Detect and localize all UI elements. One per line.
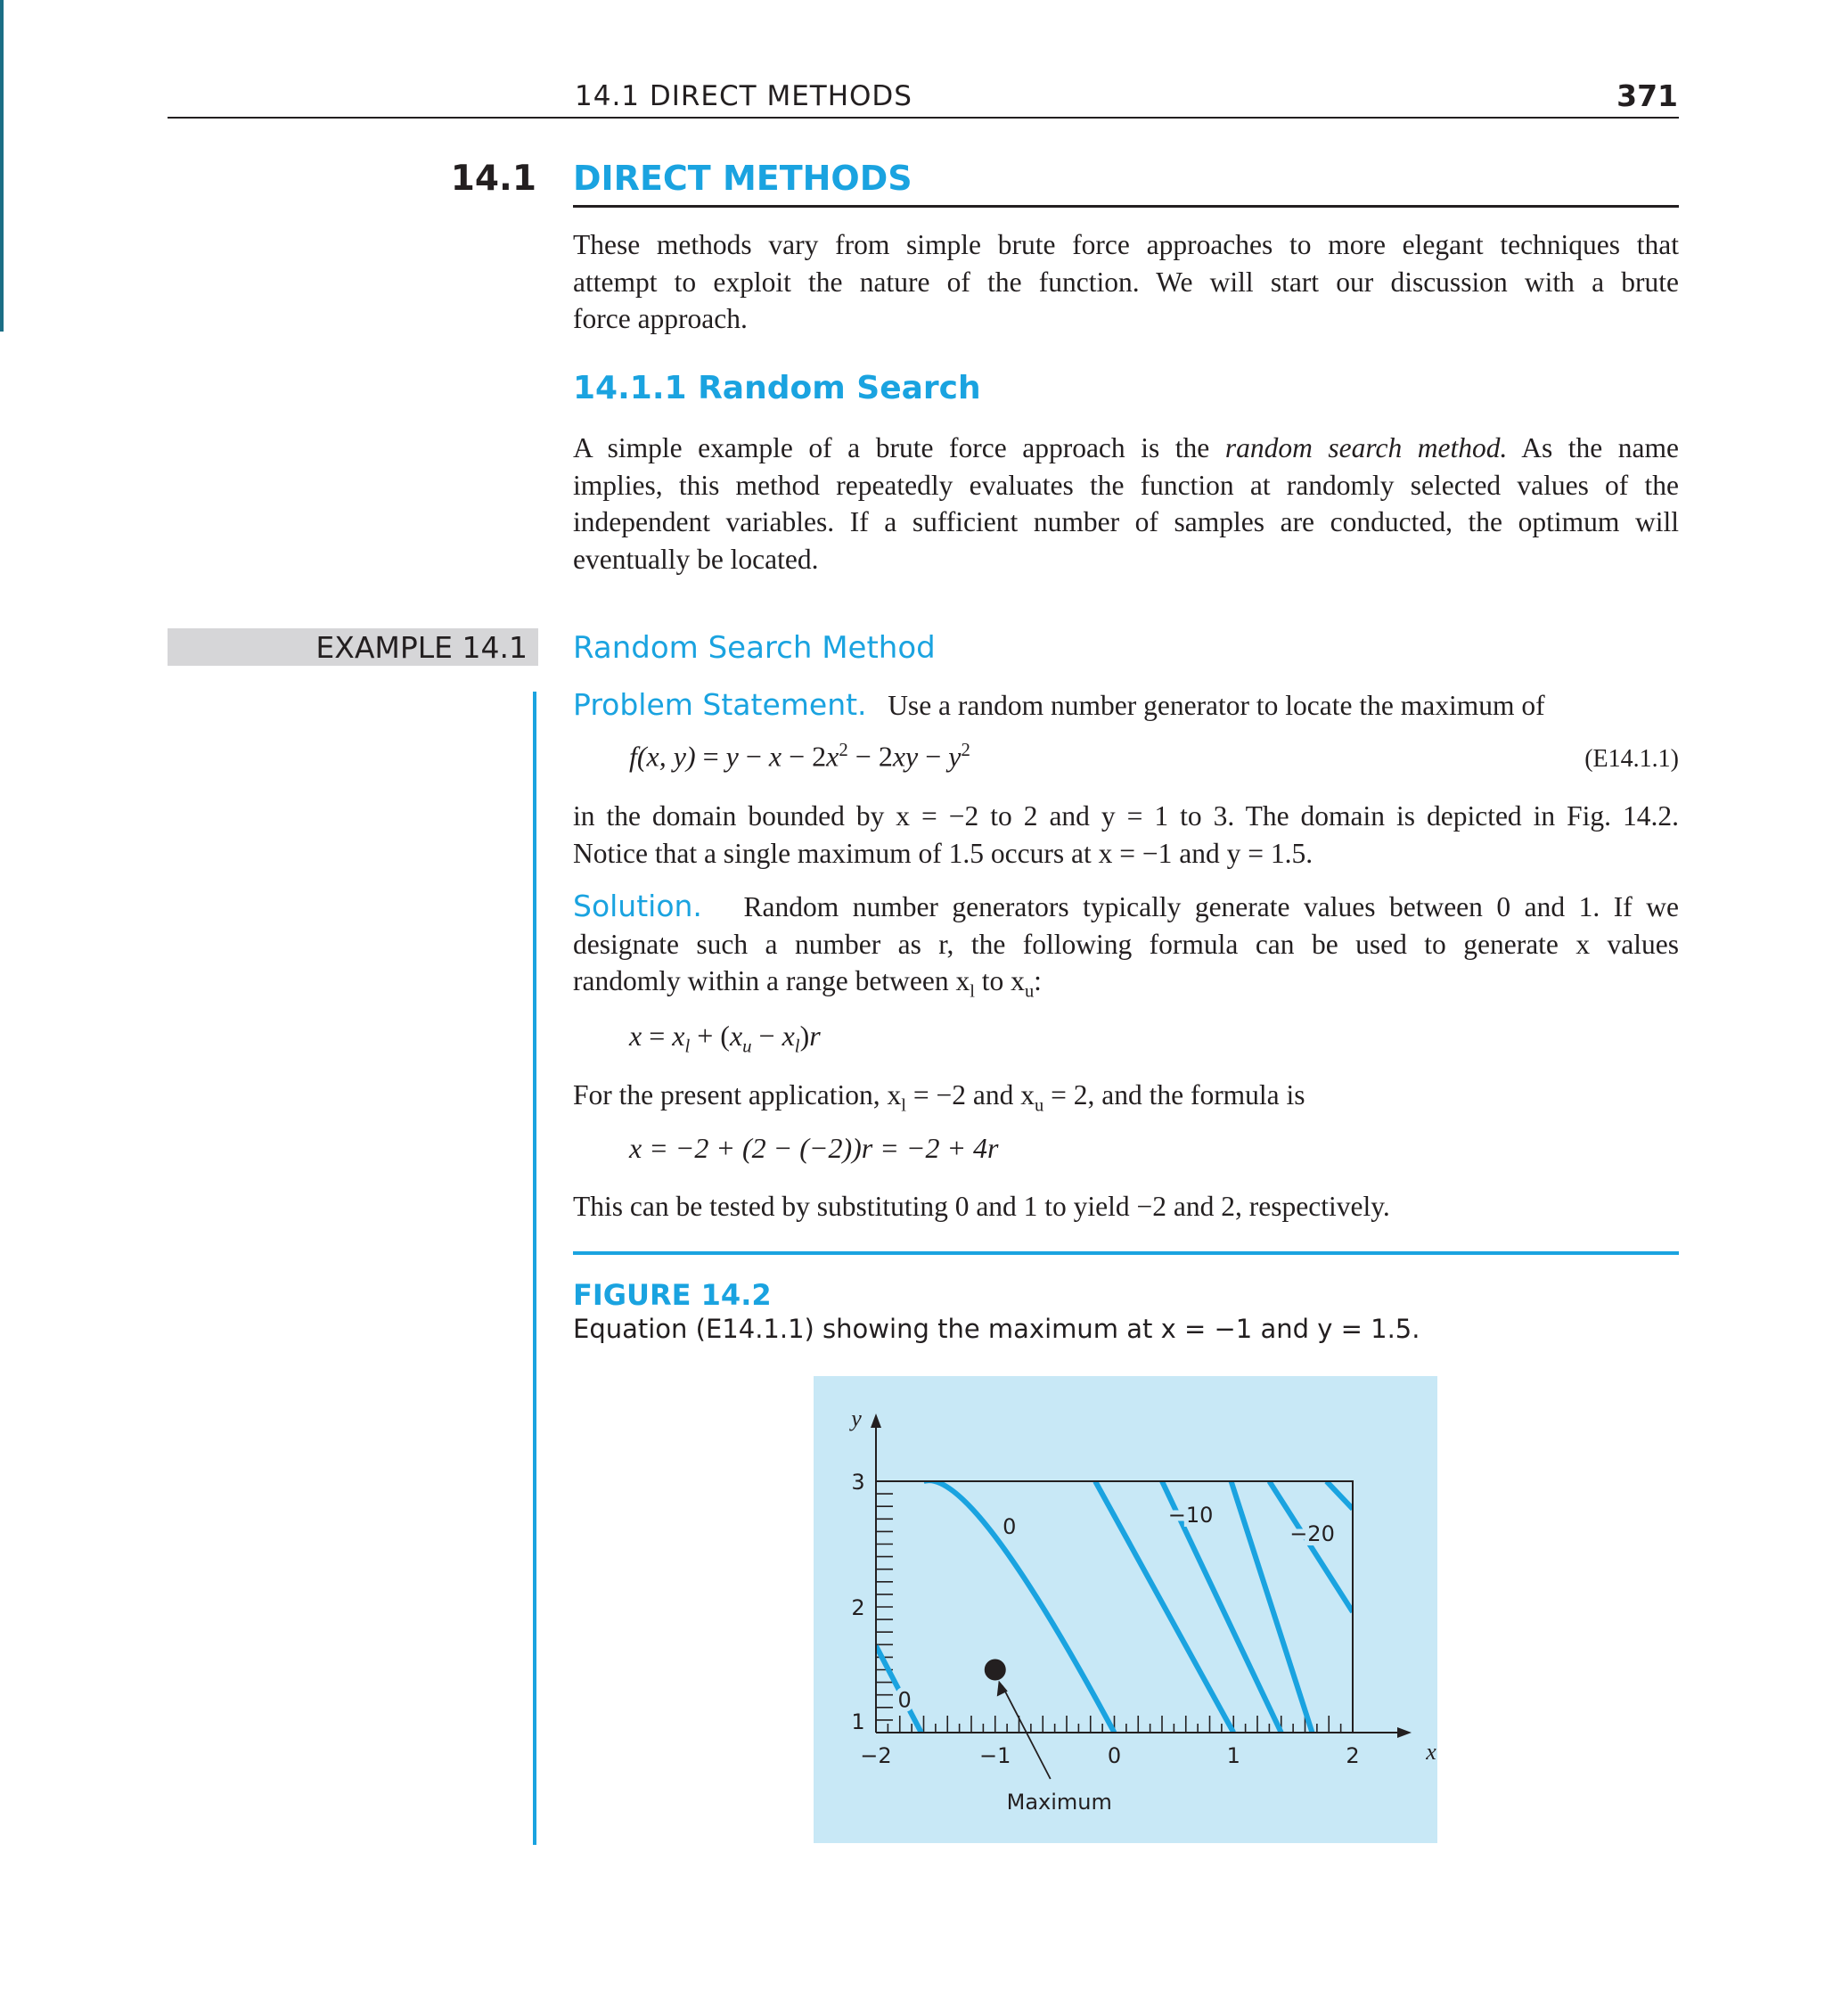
equation-number: (E14.1.1) xyxy=(1584,745,1679,773)
header-rule xyxy=(168,117,1679,119)
page-number: 371 xyxy=(1616,78,1678,113)
equation-x-range: $x = x_l + (x_u - x_l)r$ xyxy=(629,1020,821,1057)
contour-line xyxy=(1269,1481,1353,1612)
paragraph-line: Solution. Random number generators typically generate values between 0 and 1. If we xyxy=(573,889,1679,923)
x-axis-arrow xyxy=(1397,1727,1412,1738)
paragraph-line: Notice that a single maximum of 1.5 occurs at x = −1 and y = 1.5. xyxy=(573,837,1314,869)
figure-rule xyxy=(573,1251,1679,1255)
intro-line: force approach. xyxy=(573,303,748,334)
paragraph-line: implies, this method repeatedly evaluates the function at randomly selected values of the xyxy=(573,469,1679,501)
problem-text: Use a random number generator to locate the maximum of xyxy=(888,690,1545,721)
contour-value-label: 0 xyxy=(1003,1513,1017,1539)
paragraph-line: eventually be located. xyxy=(573,543,819,575)
paragraph-line: For the present application, $x_l = -2$ and $x_u = 2$, and the formula is xyxy=(573,1079,1305,1116)
problem-statement xyxy=(573,686,1545,725)
example-title: Random Search Method xyxy=(573,630,936,666)
contour-line xyxy=(1327,1481,1353,1509)
y-tick-label: 1 xyxy=(851,1709,865,1734)
test-paragraph xyxy=(573,1188,1679,1225)
figure-label: FIGURE 14.2 xyxy=(573,1278,772,1312)
application-paragraph xyxy=(573,1077,1679,1125)
contour-value-label: −10 xyxy=(1167,1503,1214,1528)
contour-line xyxy=(924,1480,1115,1733)
paragraph-line: A simple example of a brute force approach is the random search method. As the name xyxy=(573,432,1680,463)
equation-x-formula: x = −2 + (2 − (−2))r = −2 + 4r xyxy=(629,1132,999,1164)
running-head: 14.1 DIRECT METHODS xyxy=(575,80,912,112)
intro-line: These methods vary from simple brute force approaches to more elegant techniques that xyxy=(573,229,1679,260)
x-axis-label: x xyxy=(1426,1739,1436,1765)
paragraph-line: designate such a number as r, the following formula can be used to generate x values xyxy=(573,928,1679,960)
maximum-label: Maximum xyxy=(1006,1790,1112,1815)
section-title: DIRECT METHODS xyxy=(573,159,912,198)
problem-label: Problem Statement. xyxy=(573,687,867,722)
figure-panel xyxy=(814,1376,1437,1843)
contour-plot xyxy=(814,1376,1437,1843)
y-axis-arrow xyxy=(871,1414,881,1428)
paragraph-line: This can be tested by substituting 0 and 1 to yield −2 and 2, respectively. xyxy=(573,1191,1390,1222)
contour-line xyxy=(1232,1481,1313,1733)
x-tick-label: 2 xyxy=(1346,1743,1360,1768)
y-tick-label: 2 xyxy=(851,1595,865,1620)
paragraph-line: independent variables. If a sufficient number of samples are conducted, the optimum will xyxy=(573,506,1679,537)
figure-caption: Equation (E14.1.1) showing the maximum at x = −1 and y = 1.5. xyxy=(573,1314,1420,1344)
example-label: EXAMPLE 14.1 xyxy=(315,630,528,665)
domain-paragraph xyxy=(573,798,1679,872)
x-tick-label: −1 xyxy=(979,1743,1011,1768)
contour-group xyxy=(876,1480,1353,1733)
intro-paragraph xyxy=(573,226,1679,338)
y-axis-label: y xyxy=(851,1405,862,1431)
section-rule xyxy=(573,205,1679,208)
solution-paragraph xyxy=(573,888,1679,1011)
x-tick-label: −2 xyxy=(860,1743,892,1768)
paragraph-line: randomly within a range between $x_l$ to $x_u$: xyxy=(573,965,1042,1002)
subsection-title: 14.1.1 Random Search xyxy=(573,370,981,406)
solution-label: Solution. xyxy=(573,889,702,923)
maximum-point xyxy=(985,1660,1006,1681)
section-number: 14.1 xyxy=(450,159,536,199)
x-tick-label: 0 xyxy=(1107,1743,1122,1768)
page-edge-stripe xyxy=(0,0,4,332)
example-side-rule xyxy=(533,692,536,1845)
intro-line: attempt to exploit the nature of the function. We will start our discussion with a brute xyxy=(573,266,1679,298)
equation-e14-1-1: f(x, $y) = y - x - 2x^2 - 2xy - y^2$ xyxy=(629,740,970,773)
y-tick-label: 3 xyxy=(851,1470,865,1495)
paragraph-line: in the domain bounded by x = −2 to 2 and y = 1 to 3. The domain is depicted in Fig. 14.2. xyxy=(573,800,1679,832)
contour-value-label: 0 xyxy=(897,1687,912,1713)
x-tick-label: 1 xyxy=(1226,1743,1240,1768)
random-search-paragraph xyxy=(573,430,1679,578)
contour-value-label: −20 xyxy=(1289,1521,1335,1547)
